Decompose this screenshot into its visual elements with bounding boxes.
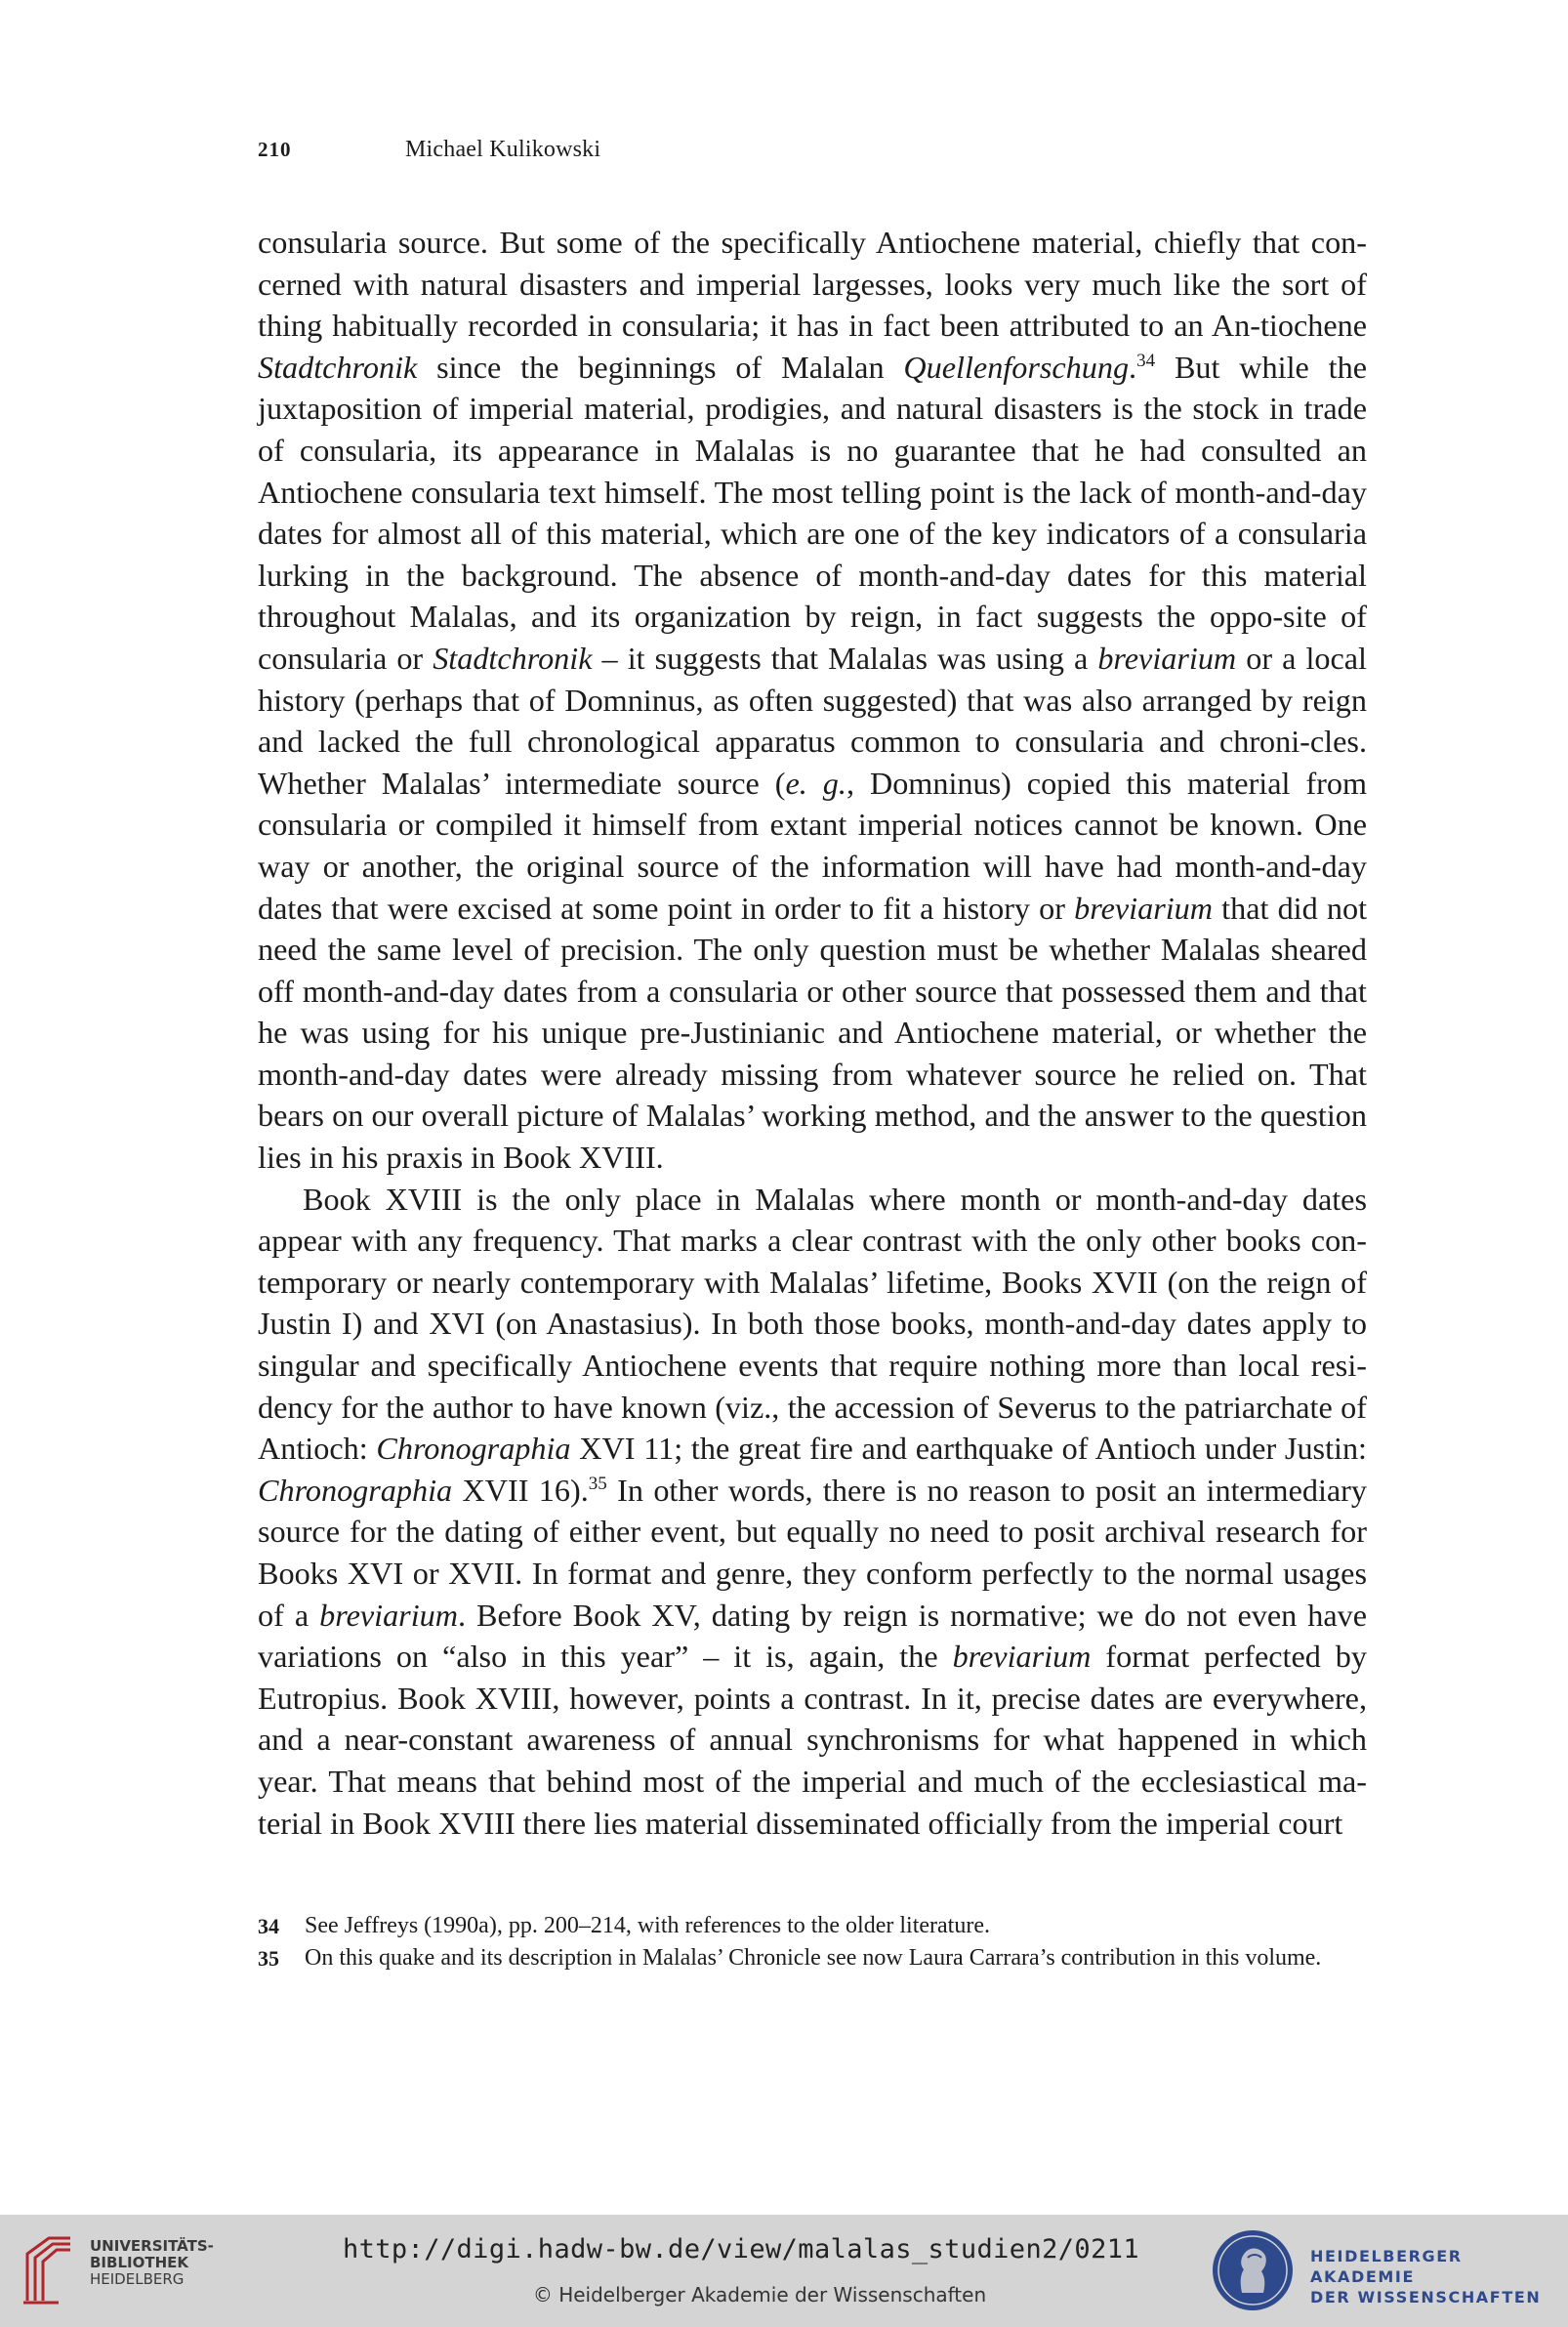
paragraph-2 [258, 1179, 1367, 1845]
footnote-text: On this quake and its description in Malalas’ Chronicle see now Laura Carrara’s contribution in this volume. [305, 1945, 1322, 1971]
text-run: since the beginnings of Malalan [417, 349, 904, 385]
italic-term: Stadtchronik [433, 640, 593, 676]
italic-term: breviarium [1097, 640, 1237, 676]
footnote-text: See Jeffreys (1990a), pp. 200–214, with references to the older literature. [305, 1913, 990, 1938]
text-run: . Before Book XV, dating by reign is normative; we do not even have variations on “also in this year” – it is, again, the [258, 1597, 1367, 1675]
footnote-ref[interactable]: 34 [1136, 350, 1156, 371]
text-run: But while the juxtaposition of imperial material, prodigies, and natural disasters is the stock in trade of consularia, its appearance in Malalas is no guarantee that he had consulted an Antiochene consularia text himself. The most telling point is the lack of month-and-day dates for almost all of this material, which are one of the key indicators of a consularia lurking in the background. The absence of month-and-day dates for this material throughout Malalas, and its organization by reign, in fact suggests the oppo-site of consularia or [258, 349, 1367, 676]
italic-term: e. g. [785, 765, 846, 801]
main-text [258, 222, 1367, 1844]
footnote-number: 34 [258, 1914, 279, 1938]
academy-seal-icon[interactable] [1211, 2228, 1295, 2312]
footnote-number: 35 [258, 1946, 279, 1971]
page-number: 210 [258, 138, 292, 161]
academy-name-line: HEIDELBERGER AKADEMIE [1310, 2247, 1463, 2286]
running-head-author: Michael Kulikowski [405, 137, 601, 162]
copyright-notice: © Heidelberger Akademie der Wissenschaften [532, 2283, 987, 2306]
text-run: consularia source. But some of the specifically Antiochene material, chiefly that con-cerned with natural disasters and imperial largesses, looks very much like the sort of thing habitually recorded in consularia; it has in fact been attributed to an An-tiochene [258, 225, 1367, 344]
text-run: or a local history (perhaps that of Domninus, as often suggested) that was also arranged by reign and lacked the full chronological apparatus common to consularia and chroni-cles. Whether Malalas’ intermediate source ( [258, 640, 1367, 801]
academy-name [1310, 2246, 1568, 2307]
footnotes [258, 1910, 1367, 1974]
permalink-url[interactable]: http://digi.hadw-bw.de/view/malalas_studien2/0211 [342, 2234, 1140, 2265]
text-run: In other words, there is no reason to posit an intermediary source for the dating of either event, but equally no need to posit archival research for Books XVI or XVII. In format and genre, they conform perfectly to the normal usages of a [258, 1472, 1367, 1633]
footnote-ref[interactable]: 35 [588, 1473, 607, 1494]
italic-term: breviarium [1074, 890, 1213, 926]
viewer-footer [0, 2215, 1568, 2327]
text-run: XVII 16). [452, 1472, 589, 1508]
italic-term: breviarium [952, 1639, 1092, 1675]
text-run: Book XVIII is the only place in Malalas where month or month-and-day dates appear with any frequency. That marks a clear contrast with the only other books con-temporary or nearly contemporary with Malalas’ lifetime, Books XVII (on the reign of Justin I) and XVI (on Anastasius). In both those books, month-and-day dates apply to singular and specifically Antiochene events that require nothing more than local resi-dency for the author to have known (viz., the accession of Severus to the patriarchate of Antioch: [258, 1181, 1367, 1467]
library-name-line: HEIDELBERG [90, 2270, 185, 2288]
text-run: XVI 11; the great fire and earthquake of Antioch under Justin: [570, 1431, 1367, 1467]
italic-term: Quellenforschung [903, 349, 1130, 385]
text-run: . [1129, 349, 1137, 385]
academy-name-line: DER WISSENSCHAFTEN [1310, 2288, 1542, 2306]
footnote-35 [258, 1942, 1367, 1974]
text-run: , Domninus) copied this material from consularia or compiled it himself from extant imperial notices cannot be known. One way or another, the original source of the information will have had month-and-day dates that were excised at some point in order to fit a history or [258, 765, 1368, 926]
library-name-line: BIBLIOTHEK [90, 2254, 188, 2271]
text-run: that did not need the same level of precision. The only question must be whether Malalas sheared off month-and-day dates from a consularia or other source that possessed them and that he was using for his unique pre-Justinianic and Antiochene material, or whether the month-and-day dates were already missing from whatever source he relied on. That bears on our overall picture of Malalas’ working method, and the answer to the question lies in his praxis in Book XVIII. [258, 890, 1368, 1176]
italic-term: Chronographia [376, 1431, 571, 1467]
italic-term: Chronographia [258, 1472, 453, 1508]
italic-term: breviarium [319, 1597, 458, 1633]
italic-term: Stadtchronik [258, 349, 418, 385]
text-run: – it suggests that Malalas was using a [592, 640, 1098, 676]
running-head [258, 133, 1367, 166]
library-name-line: UNIVERSITÄTS- [90, 2237, 214, 2255]
text-run: format perfected by Eutropius. Book XVIII, however, points a contrast. In it, precise dates are everywhere, and a near-constant awareness of annual synchronisms for what happened in which year. That means that behind most of the imperial and much of the ecclesiastical ma-terial in Book XVIII there lies material disseminated officially from the imperial court [258, 1639, 1367, 1841]
footnote-34 [258, 1910, 1367, 1942]
paragraph-1 [258, 222, 1367, 1179]
